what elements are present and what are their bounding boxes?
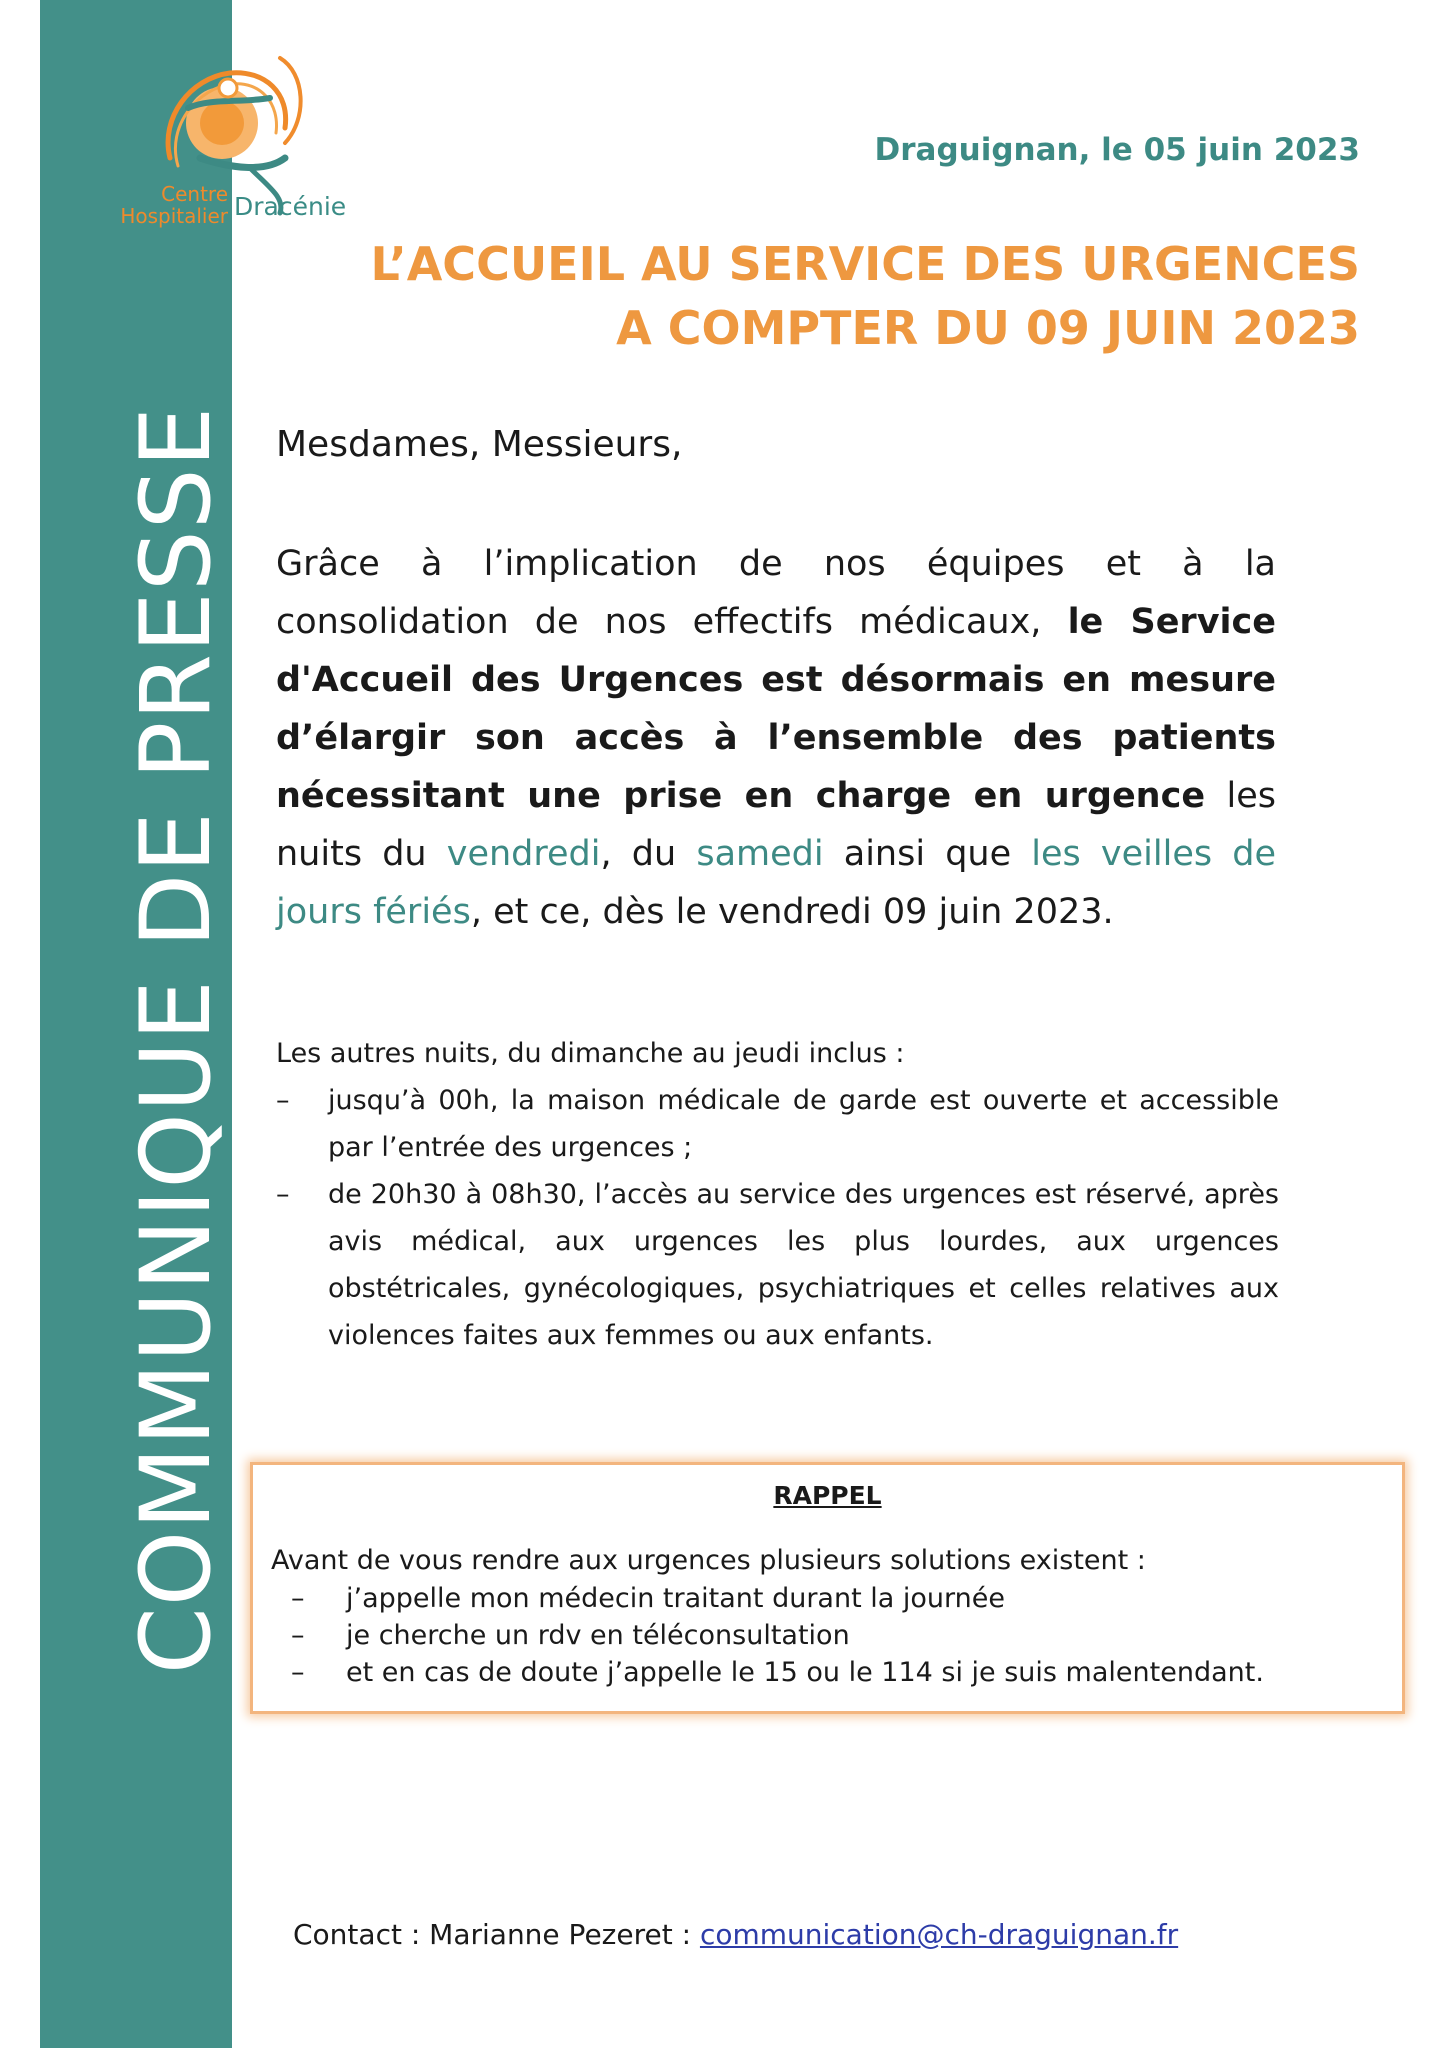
bold-announcement: le Service d'Accueil des Urgences est désormais en mesure d’élargir son accès à l’ensemble des patients nécessitant une prise en charge en urgence <box>276 602 1276 816</box>
list-item: – je cherche un rdv en téléconsultation <box>291 1620 850 1651</box>
logo-text-centre: Centre Hospitalier <box>120 182 228 228</box>
title-line-2: A COMPTER DU 09 JUIN 2023 <box>616 301 1360 355</box>
highlight-samedi: samedi <box>696 834 824 874</box>
contact-line <box>293 1918 1178 1951</box>
greeting: Mesdames, Messieurs, <box>276 424 683 465</box>
other-nights-intro: Les autres nuits, du dimanche au jeudi inclus : <box>276 1038 905 1069</box>
press-release-sidebar <box>40 0 232 2048</box>
main-paragraph: Grâce à l’implication de nos équipes et à la consolidation de nos effectifs médicaux, le Service d'Accueil des Urgences est désormais en mesure d’élargir son accès à l’ensemble des patients nécessitant une prise en charge en urgence les nuits du vendredi, du samedi ainsi que les veilles de jours fériés, et ce, dès le vendredi 09 juin 2023. <box>276 544 1277 932</box>
list-item: – de 20h30 à 08h30, l’accès au service des urgences est réservé, après avis médical, aux urgences les plus lourdes, aux urgences obstétricales, gynécologiques, psychiatriques et celles relatives aux violences faites aux femmes ou aux enfants. <box>276 1179 1279 1351</box>
other-nights-section <box>276 1030 1279 1359</box>
list-item: – j’appelle mon médecin traitant durant la journée <box>291 1583 1005 1614</box>
list-item: – jusqu’à 00h, la maison médicale de garde est ouverte et accessible par l’entrée des urgences ; <box>276 1085 1279 1163</box>
highlight-veilles: les veilles de jours fériés <box>276 834 1277 932</box>
contact-label: Contact : Marianne Pezeret : <box>293 1918 700 1951</box>
logo-text-dracenie: Dracénie <box>234 192 347 221</box>
rappel-intro: Avant de vous rendre aux urgences plusieurs solutions existent : <box>271 1545 1146 1576</box>
page-title <box>371 232 1361 360</box>
rappel-title: RAPPEL <box>773 1481 882 1510</box>
sidebar-title: COMMUNIQUE DE PRESSE <box>120 405 232 1675</box>
document-date: Draguignan, le 05 juin 2023 <box>874 132 1360 168</box>
contact-email-link[interactable]: communication@ch-draguignan.fr <box>699 1918 1179 1951</box>
highlight-vendredi: vendredi <box>446 834 601 874</box>
title-line-1: L’ACCUEIL AU SERVICE DES URGENCES <box>370 237 1360 291</box>
rappel-box <box>250 1462 1405 1714</box>
list-item: – et en cas de doute j’appelle le 15 ou le 114 si je suis malentendant. <box>291 1657 1264 1688</box>
